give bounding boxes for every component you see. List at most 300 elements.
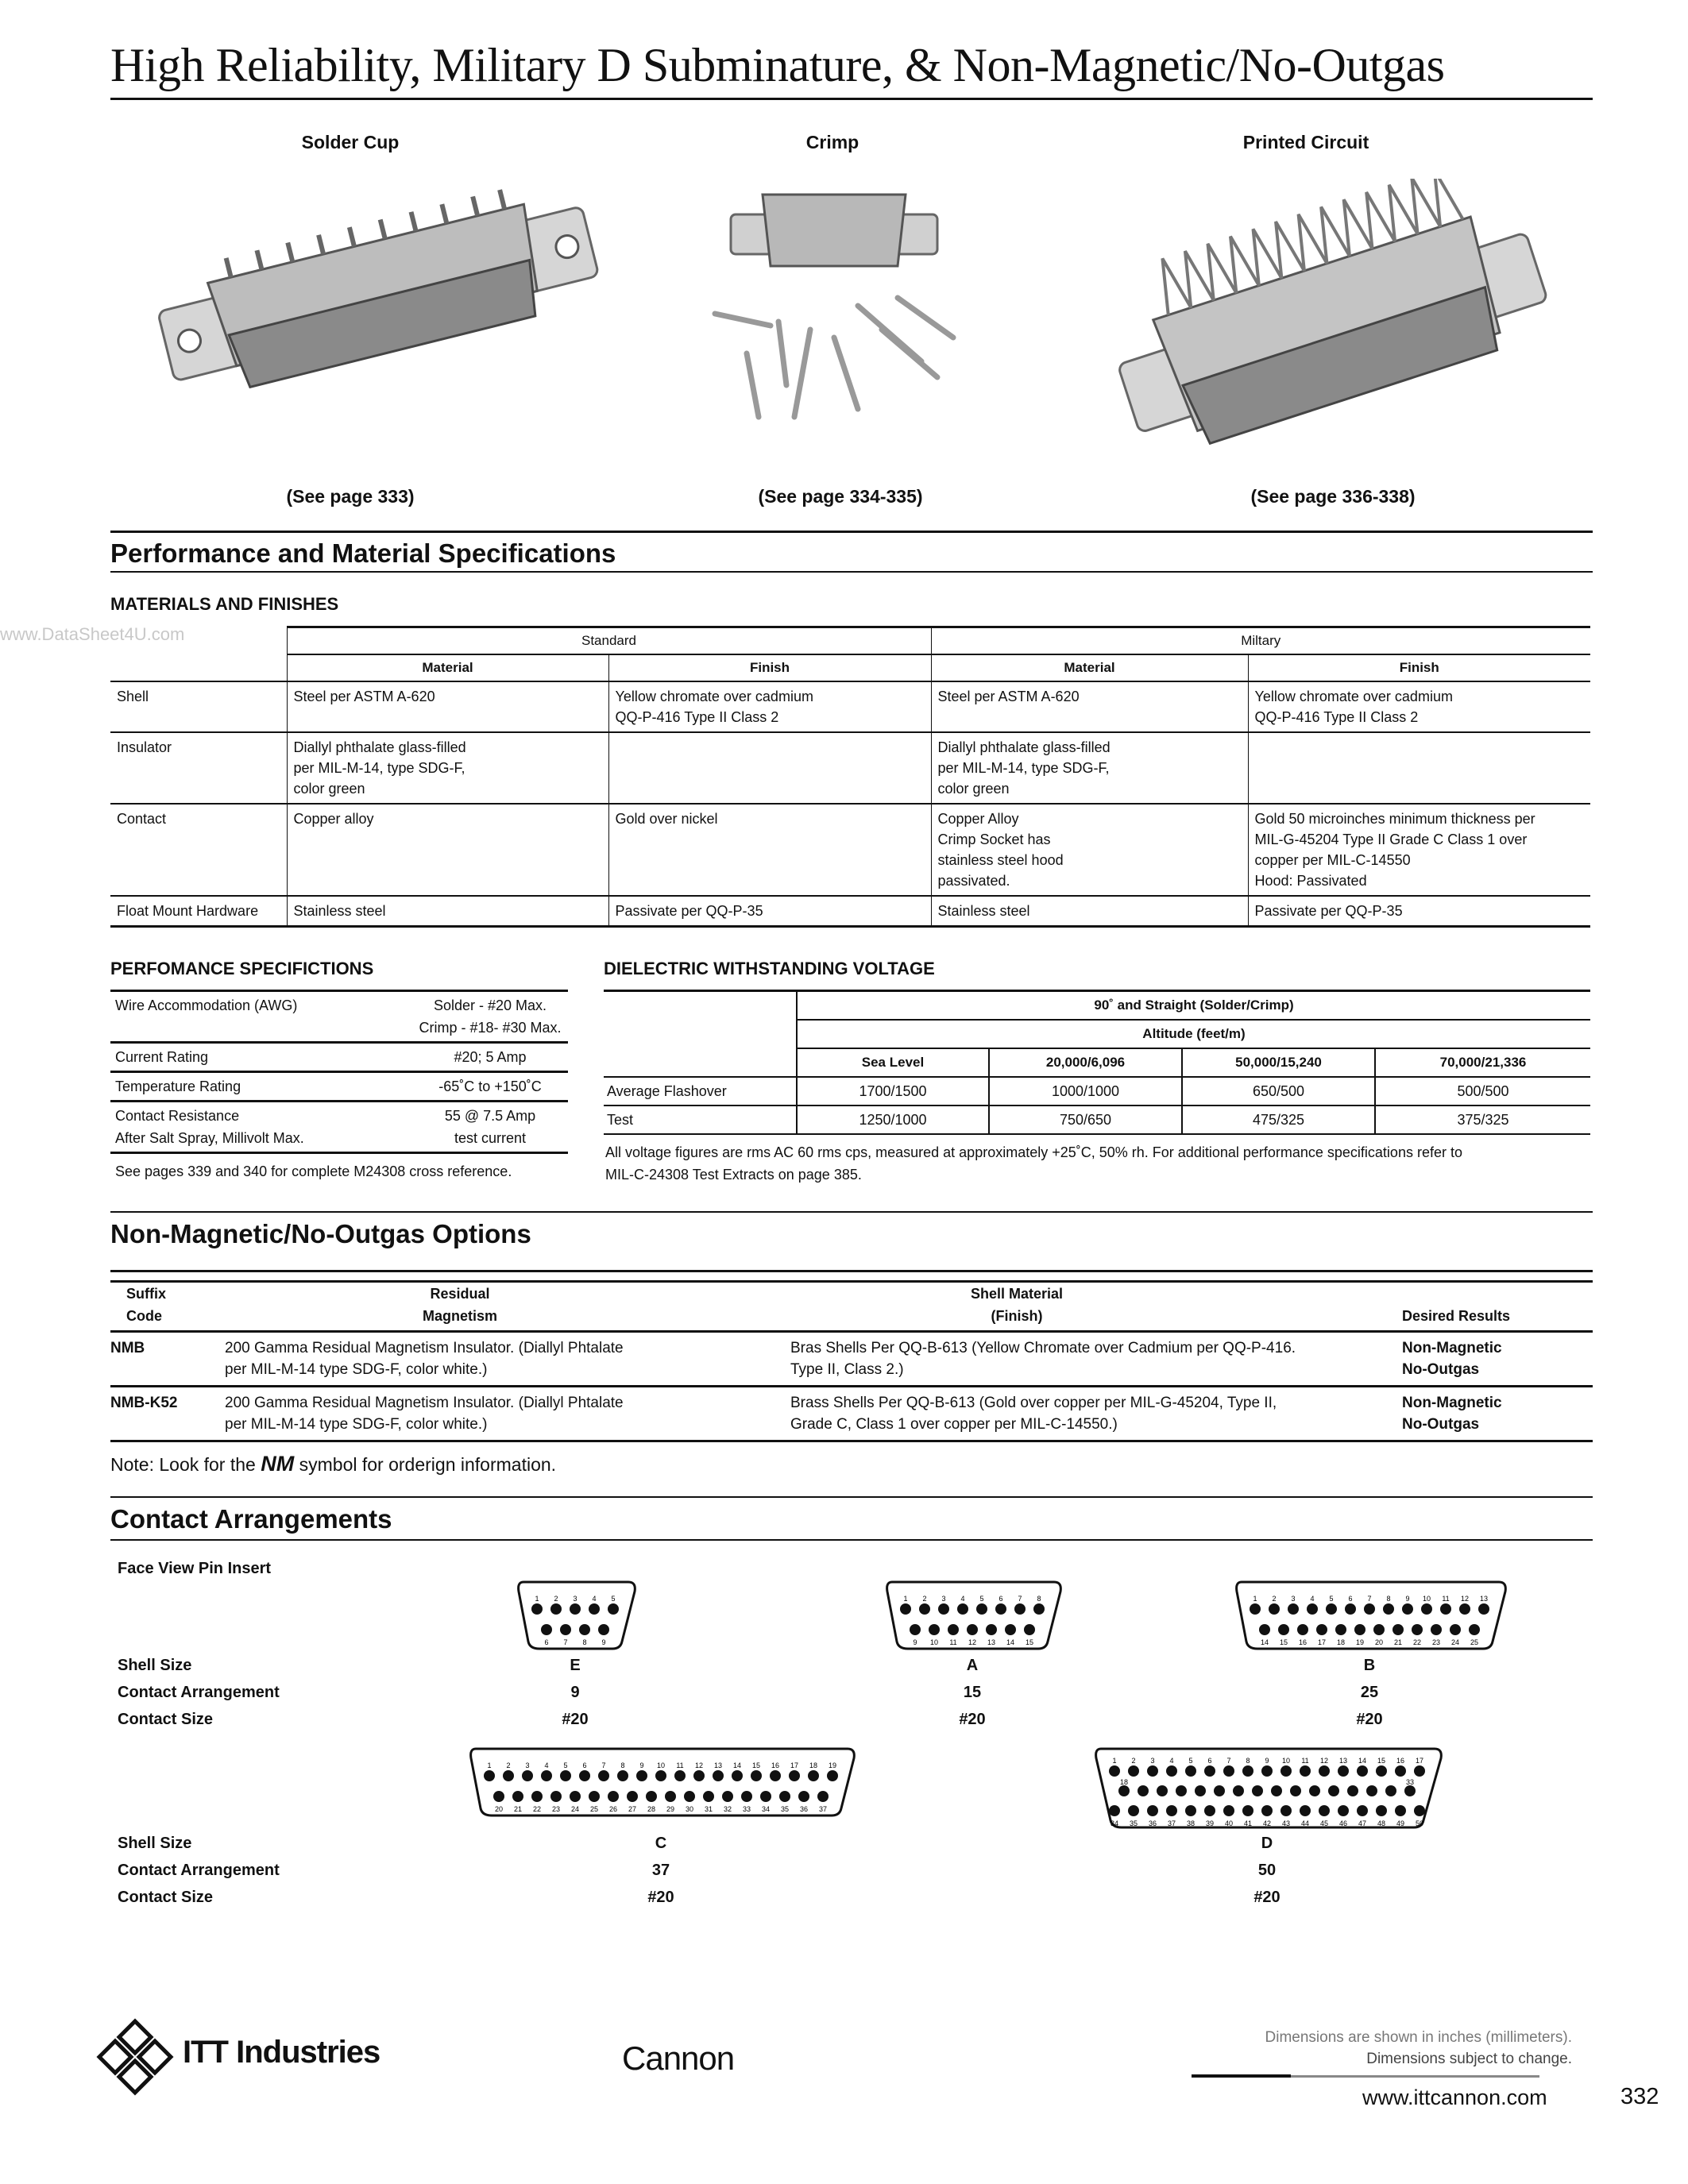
- cell: Steel per ASTM A-620: [287, 681, 608, 732]
- contact-pin: [1195, 1785, 1206, 1796]
- cell: 1000/1000: [989, 1077, 1182, 1106]
- contact-pin: [608, 1603, 619, 1615]
- col-desired-results: Desired Results: [1402, 1282, 1593, 1332]
- contact-pin: [655, 1770, 666, 1781]
- contact-pin: [579, 1624, 590, 1635]
- residual-magnetism: 200 Gamma Residual Magnetism Insulator. (Diallyl Phtalate per MIL-M-14 type SDG-F, color white.): [225, 1332, 790, 1387]
- pin-number: 18: [1336, 1638, 1346, 1646]
- residual-magnetism: 200 Gamma Residual Magnetism Insulator. (Diallyl Phtalate per MIL-M-14 type SDG-F, color white.): [225, 1387, 790, 1441]
- contact-pin: [1373, 1624, 1385, 1635]
- contact-pin: [589, 1603, 600, 1615]
- pin-number: 8: [582, 1638, 587, 1646]
- contact-size-value: #20: [1253, 1889, 1280, 1906]
- pin-number: 26: [608, 1805, 618, 1813]
- pin-number: 3: [573, 1595, 577, 1603]
- materials-block: [110, 626, 1590, 928]
- contact-pin: [684, 1791, 695, 1802]
- contact-pin: [1326, 1603, 1337, 1615]
- pin-number: 45: [1319, 1819, 1329, 1827]
- contact-pin: [1290, 1785, 1301, 1796]
- see-page-printed-circuit: (See page 336-338): [1250, 486, 1416, 507]
- cell: Yellow chromate over cadmium QQ-P-416 Type II Class 2: [608, 681, 931, 732]
- row-label: Insulator: [110, 732, 287, 804]
- contact-pin: [1128, 1765, 1139, 1777]
- pin-number: 5: [1188, 1757, 1193, 1765]
- contact-pin: [1383, 1603, 1394, 1615]
- contact-count-value: 15: [963, 1684, 982, 1701]
- contact-pin: [1459, 1603, 1470, 1615]
- contact-pin: [1393, 1624, 1404, 1635]
- contact-size-value: #20: [1356, 1711, 1383, 1728]
- connector-face-a: [884, 1580, 1064, 1651]
- pin-number: 15: [751, 1761, 761, 1769]
- contact-pin: [1223, 1765, 1234, 1777]
- pin-number: 49: [1396, 1819, 1405, 1827]
- contact-pin: [646, 1791, 657, 1802]
- contact-pin: [1204, 1765, 1215, 1777]
- shell-material: Bras Shells Per QQ-B-613 (Yellow Chromate over Cadmium per QQ-P-416. Type II, Class 2.): [790, 1332, 1402, 1387]
- face-view-label: Face View Pin Insert: [118, 1560, 272, 1577]
- pin-number: 19: [1355, 1638, 1365, 1646]
- pin-number: 13: [1479, 1595, 1489, 1603]
- contact-pin: [589, 1791, 600, 1802]
- connector-face-d: [1093, 1747, 1444, 1830]
- pin-number: 1: [903, 1595, 908, 1603]
- contact-pin: [1385, 1785, 1396, 1796]
- contact-pin: [808, 1770, 819, 1781]
- website-link[interactable]: www.ittcannon.com: [1362, 2086, 1547, 2109]
- pin-number: 20: [494, 1805, 504, 1813]
- contact-pin: [1109, 1805, 1120, 1816]
- pin-number: 14: [1358, 1757, 1367, 1765]
- pin-number: 3: [941, 1595, 946, 1603]
- row-label: Contact: [110, 804, 287, 896]
- altitude-col: 70,000/21,336: [1375, 1048, 1590, 1077]
- contact-pin: [713, 1770, 724, 1781]
- pin-number: 2: [922, 1595, 927, 1603]
- contact-pin: [1395, 1805, 1406, 1816]
- label-contact-arrangement: Contact Arrangement: [118, 1862, 280, 1879]
- pin-number: 14: [1006, 1638, 1015, 1646]
- contact-pin: [1269, 1603, 1280, 1615]
- pin-number: 9: [1405, 1595, 1410, 1603]
- contact-pin: [1288, 1603, 1299, 1615]
- pin-number: 40: [1224, 1819, 1234, 1827]
- contact-pin: [531, 1603, 543, 1615]
- contact-pin: [1395, 1765, 1406, 1777]
- pin-number: 19: [828, 1761, 837, 1769]
- contact-pin: [598, 1624, 609, 1635]
- cell: Gold 50 microinches minimum thickness per MIL-G-45204 Type II Grade C Class 1 over copper per MIL-C-14550 Hood: Passivated: [1248, 804, 1590, 896]
- contact-pin: [817, 1791, 829, 1802]
- crimp-connector-image: [699, 179, 969, 449]
- product-label-solder-cup: Solder Cup: [301, 132, 400, 152]
- pin-number: 46: [1338, 1819, 1348, 1827]
- contact-pin: [1469, 1624, 1480, 1635]
- row-label: Float Mount Hardware: [110, 896, 287, 927]
- materials-row: [110, 896, 1590, 927]
- contact-pin: [1280, 1805, 1292, 1816]
- connector-face-b: [1234, 1580, 1508, 1651]
- note-text: symbol for orderign information.: [294, 1454, 557, 1475]
- label-shell-size: Shell Size: [118, 1657, 192, 1674]
- dielectric-row: [604, 1077, 1590, 1106]
- contact-pin: [1478, 1603, 1489, 1615]
- contact-pin: [1242, 1805, 1253, 1816]
- cell: Gold over nickel: [608, 804, 931, 896]
- cell: Stainless steel: [287, 896, 608, 927]
- cell: 475/325: [1182, 1106, 1375, 1134]
- pin-number: 22: [1412, 1638, 1422, 1646]
- pin-number: 12: [694, 1761, 704, 1769]
- cell: Copper alloy: [287, 804, 608, 896]
- pin-number: 5: [1329, 1595, 1334, 1603]
- contact-pin: [665, 1791, 676, 1802]
- pin-number: 6: [582, 1761, 587, 1769]
- contact-pin: [1157, 1785, 1168, 1796]
- performance-specs-table: [110, 992, 568, 1154]
- pin-number: 24: [570, 1805, 580, 1813]
- pin-number: 39: [1205, 1819, 1215, 1827]
- pin-number: 16: [1396, 1757, 1405, 1765]
- cell: Copper Alloy Crimp Socket has stainless steel hood passivated.: [931, 804, 1248, 896]
- altitude-col: 50,000/15,240: [1182, 1048, 1375, 1077]
- contact-pin: [1147, 1765, 1158, 1777]
- pin-number: 1: [487, 1761, 492, 1769]
- contact-count-value: 37: [651, 1862, 670, 1879]
- cell: Passivate per QQ-P-35: [608, 896, 931, 927]
- contact-pin: [570, 1603, 581, 1615]
- pin-number: 34: [1110, 1819, 1119, 1827]
- contact-pin: [674, 1770, 686, 1781]
- spec-label: Wire Accommodation (AWG): [110, 992, 412, 1043]
- pin-number: 25: [589, 1805, 599, 1813]
- pin-number: 7: [563, 1638, 568, 1646]
- pin-number: 14: [732, 1761, 742, 1769]
- pin-number: 7: [601, 1761, 606, 1769]
- pin-number: 38: [1186, 1819, 1196, 1827]
- contact-pin: [1261, 1765, 1273, 1777]
- contact-pin: [722, 1791, 733, 1802]
- pin-number: 50: [1415, 1819, 1424, 1827]
- contact-pin: [1347, 1785, 1358, 1796]
- contact-pin: [1414, 1765, 1425, 1777]
- pin-number: 17: [1317, 1638, 1327, 1646]
- spec-label: Current Rating: [110, 1043, 412, 1072]
- connector-shell-outline: [519, 1582, 635, 1649]
- row-label: Shell: [110, 681, 287, 732]
- page-number: 332: [1620, 2084, 1659, 2109]
- pin-number: 42: [1262, 1819, 1272, 1827]
- contact-pin: [579, 1770, 590, 1781]
- materials-row: [110, 732, 1590, 804]
- contact-pin: [1176, 1785, 1187, 1796]
- pin-number: 7: [1226, 1757, 1231, 1765]
- cell: [1248, 732, 1590, 804]
- product-label-printed-circuit: Printed Circuit: [1242, 132, 1369, 152]
- row-label: Test: [604, 1106, 797, 1134]
- col-residual-magnetism: Residual Magnetism: [225, 1282, 790, 1332]
- contact-pin: [608, 1791, 619, 1802]
- contact-pin: [550, 1603, 562, 1615]
- pin-number: 34: [761, 1805, 771, 1813]
- pin-number: 48: [1377, 1819, 1386, 1827]
- contact-pin: [1147, 1805, 1158, 1816]
- contact-pin: [1316, 1624, 1327, 1635]
- cell: 1250/1000: [797, 1106, 989, 1134]
- contact-pin: [560, 1624, 571, 1635]
- contact-pin: [1319, 1805, 1330, 1816]
- contact-count-value: 9: [570, 1684, 580, 1701]
- col-suffix-code: Suffix Code: [110, 1282, 225, 1332]
- contact-pin: [1431, 1624, 1442, 1635]
- contact-pin: [798, 1791, 809, 1802]
- label-contact-size: Contact Size: [118, 1889, 214, 1906]
- materials-row: [110, 804, 1590, 896]
- contact-pin: [1250, 1603, 1261, 1615]
- spec-label: Temperature Rating: [110, 1072, 412, 1102]
- section-rule: [110, 531, 1593, 533]
- pin-number: 6: [1207, 1757, 1212, 1765]
- pin-number: 2: [554, 1595, 558, 1603]
- itt-industries-brand: ITT Industries: [183, 2035, 380, 2070]
- pin-number: 9: [1265, 1757, 1269, 1765]
- contacts-heading: Contact Arrangements: [110, 1504, 392, 1534]
- section-rule: [110, 1539, 1593, 1541]
- pin-number: 3: [525, 1761, 530, 1769]
- contact-pin: [1376, 1805, 1387, 1816]
- contact-pin: [1014, 1603, 1026, 1615]
- pin-number: 11: [676, 1761, 684, 1769]
- suffix-code: NMB-K52: [110, 1387, 225, 1441]
- pin-number: 9: [639, 1761, 644, 1769]
- itt-logo-icon: [91, 2017, 179, 2097]
- contact-shell-value: E: [570, 1657, 581, 1674]
- pin-number: 41: [1243, 1819, 1253, 1827]
- contact-pin: [751, 1770, 762, 1781]
- suffix-code: NMB: [110, 1332, 225, 1387]
- cell: Diallyl phthalate glass-filled per MIL-M-14, type SDG-F, color green: [931, 732, 1248, 804]
- perf-spec-heading: PERFOMANCE SPECIFICTIONS: [110, 959, 374, 978]
- pin-number: 10: [1281, 1757, 1291, 1765]
- pin-number: 18: [809, 1761, 818, 1769]
- pin-number: 21: [1393, 1638, 1403, 1646]
- contact-pin: [1278, 1624, 1289, 1635]
- contact-pin: [1233, 1785, 1244, 1796]
- contact-pin: [1357, 1805, 1368, 1816]
- pin-number: 25: [1470, 1638, 1479, 1646]
- pin-number: 3: [1150, 1757, 1155, 1765]
- contact-pin: [1414, 1805, 1425, 1816]
- materials-row: [110, 681, 1590, 732]
- contact-pin: [1297, 1624, 1308, 1635]
- pin-number: 4: [1310, 1595, 1315, 1603]
- contact-pin: [1300, 1805, 1311, 1816]
- contact-pin: [703, 1791, 714, 1802]
- cell: 1700/1500: [797, 1077, 989, 1106]
- contact-pin: [900, 1603, 911, 1615]
- pin-number: 7: [1367, 1595, 1372, 1603]
- pin-number: 1: [1253, 1595, 1257, 1603]
- pin-number: 12: [1319, 1757, 1329, 1765]
- spec-row: [110, 1102, 568, 1153]
- pin-number: 11: [1301, 1757, 1309, 1765]
- dielectric-note: All voltage figures are rms AC 60 rms cps, measured at approximately +25˚C, 50% rh. For additional performance specifications refer to MIL-C-24308 Test Extracts on page 385.: [605, 1144, 1462, 1183]
- contact-pin: [1338, 1805, 1349, 1816]
- see-page-crimp: (See page 334-335): [758, 486, 923, 507]
- contact-pin: [1242, 1765, 1253, 1777]
- pin-number: 23: [1431, 1638, 1441, 1646]
- pin-number: 1: [535, 1595, 539, 1603]
- contact-pin: [541, 1624, 552, 1635]
- pin-number: 7: [1018, 1595, 1022, 1603]
- pin-number: 2: [1272, 1595, 1277, 1603]
- contact-pin: [1319, 1765, 1330, 1777]
- contact-pin: [598, 1770, 609, 1781]
- contact-pin: [779, 1791, 790, 1802]
- contact-pin: [531, 1791, 543, 1802]
- connector-shell-outline: [1237, 1582, 1506, 1649]
- contact-pin: [1335, 1624, 1346, 1635]
- watermark: www.DataSheet4U.com: [0, 624, 185, 644]
- pin-number: 1: [1112, 1757, 1117, 1765]
- pin-number: 9: [913, 1638, 917, 1646]
- pin-number: 12: [968, 1638, 977, 1646]
- contact-pin: [1204, 1805, 1215, 1816]
- contact-size-value: #20: [562, 1711, 589, 1728]
- group-header-standard: Standard: [287, 627, 931, 655]
- col-shell-material: Shell Material (Finish): [790, 1282, 1402, 1332]
- printed-circuit-connector-image: [1104, 179, 1549, 449]
- pin-number: 27: [628, 1805, 637, 1813]
- dimensions-subject-note: Dimensions subject to change.: [1366, 2051, 1572, 2067]
- dimensions-note: Dimensions are shown in inches (millimeters).: [1265, 2029, 1572, 2046]
- pin-number: 9: [601, 1638, 606, 1646]
- contact-pin: [1307, 1603, 1318, 1615]
- pin-number: 20: [1374, 1638, 1384, 1646]
- pin-number: 6: [999, 1595, 1003, 1603]
- pin-number: 17: [1415, 1757, 1424, 1765]
- altitude-col: 20,000/6,096: [989, 1048, 1182, 1077]
- pin-number: 16: [771, 1761, 780, 1769]
- contact-pin: [636, 1770, 647, 1781]
- pin-number: 23: [551, 1805, 561, 1813]
- contact-pin: [1118, 1785, 1130, 1796]
- contact-pin: [570, 1791, 581, 1802]
- pin-number: 44: [1300, 1819, 1310, 1827]
- spec-value: Solder - #20 Max. Crimp - #18- #30 Max.: [412, 992, 568, 1043]
- nonmag-table: [110, 1280, 1593, 1442]
- contact-pin: [1271, 1785, 1282, 1796]
- contact-pin: [1366, 1785, 1377, 1796]
- contact-pin: [1261, 1805, 1273, 1816]
- spec-row: [110, 1043, 568, 1072]
- contact-shell-value: B: [1363, 1657, 1376, 1674]
- cannon-brand: Cannon: [622, 2039, 735, 2077]
- pin-number: 32: [723, 1805, 732, 1813]
- materials-heading: MATERIALS AND FINISHES: [110, 594, 339, 614]
- pin-number: 24: [1450, 1638, 1460, 1646]
- contact-pin: [1404, 1785, 1416, 1796]
- contact-pin: [1421, 1603, 1432, 1615]
- pin-number: 36: [1148, 1819, 1157, 1827]
- label-contact-arrangement: Contact Arrangement: [118, 1684, 280, 1701]
- pin-number: 2: [506, 1761, 511, 1769]
- col-header: Finish: [1248, 654, 1590, 681]
- spec-value: #20; 5 Amp: [412, 1043, 568, 1072]
- performance-specs-block: [110, 990, 568, 1183]
- pin-number: 37: [1167, 1819, 1176, 1827]
- spec-value: -65˚C to +150˚C: [412, 1072, 568, 1102]
- contact-pin: [541, 1770, 552, 1781]
- note-text: Note: Look for the: [110, 1454, 261, 1475]
- contact-pin: [1005, 1624, 1016, 1635]
- option-row: [110, 1332, 1593, 1387]
- contact-pin: [484, 1770, 495, 1781]
- contact-pin: [1354, 1624, 1365, 1635]
- contact-pin: [1309, 1785, 1320, 1796]
- contact-pin: [919, 1603, 930, 1615]
- contact-pin: [560, 1770, 571, 1781]
- cell: 375/325: [1375, 1106, 1590, 1134]
- product-label-crimp: Crimp: [805, 132, 859, 152]
- contact-pin: [1185, 1765, 1196, 1777]
- contact-pin: [1166, 1805, 1177, 1816]
- contact-count-value: 25: [1360, 1684, 1379, 1701]
- pin-number: 8: [620, 1761, 625, 1769]
- materials-table: [110, 626, 1590, 928]
- pin-number: 8: [1246, 1757, 1250, 1765]
- pin-number: 35: [780, 1805, 790, 1813]
- contact-pin: [1364, 1603, 1375, 1615]
- section-rule: [110, 1211, 1593, 1213]
- contact-pin: [929, 1624, 940, 1635]
- footer-rule: [1192, 2074, 1291, 2078]
- cell: 650/500: [1182, 1077, 1375, 1106]
- contact-pin: [512, 1791, 523, 1802]
- contact-pin: [1024, 1624, 1035, 1635]
- desired-results: Non-Magnetic No-Outgas: [1402, 1387, 1593, 1441]
- pin-number: 30: [685, 1805, 694, 1813]
- footer-rule: [1291, 2075, 1539, 2078]
- contact-pin: [1280, 1765, 1292, 1777]
- contact-pin: [693, 1770, 705, 1781]
- contact-pin: [789, 1770, 800, 1781]
- connector-shell-outline: [471, 1749, 855, 1815]
- pin-number: 3: [1291, 1595, 1296, 1603]
- col-header: Material: [287, 654, 608, 681]
- contact-pin: [1338, 1765, 1349, 1777]
- page-title: High Reliability, Military D Subminature, & Non-Magnetic/No-Outgas: [110, 39, 1445, 91]
- pin-number: 15: [1377, 1757, 1386, 1765]
- contact-pin: [1166, 1765, 1177, 1777]
- contact-pin: [1376, 1765, 1387, 1777]
- contact-pin: [1223, 1805, 1234, 1816]
- contact-pin: [995, 1603, 1006, 1615]
- pin-number: 4: [592, 1595, 597, 1603]
- contact-pin: [967, 1624, 978, 1635]
- cell: Steel per ASTM A-620: [931, 681, 1248, 732]
- contact-pin: [1259, 1624, 1270, 1635]
- contact-pin: [760, 1791, 771, 1802]
- pin-number: 4: [1169, 1757, 1174, 1765]
- pin-number: 4: [544, 1761, 549, 1769]
- row-label: Average Flashover: [604, 1077, 797, 1106]
- contact-pin: [948, 1624, 959, 1635]
- dielectric-group-header: 90˚ and Straight (Solder/Crimp): [797, 991, 1590, 1021]
- pin-number: 28: [647, 1805, 656, 1813]
- pin-number: 6: [1348, 1595, 1353, 1603]
